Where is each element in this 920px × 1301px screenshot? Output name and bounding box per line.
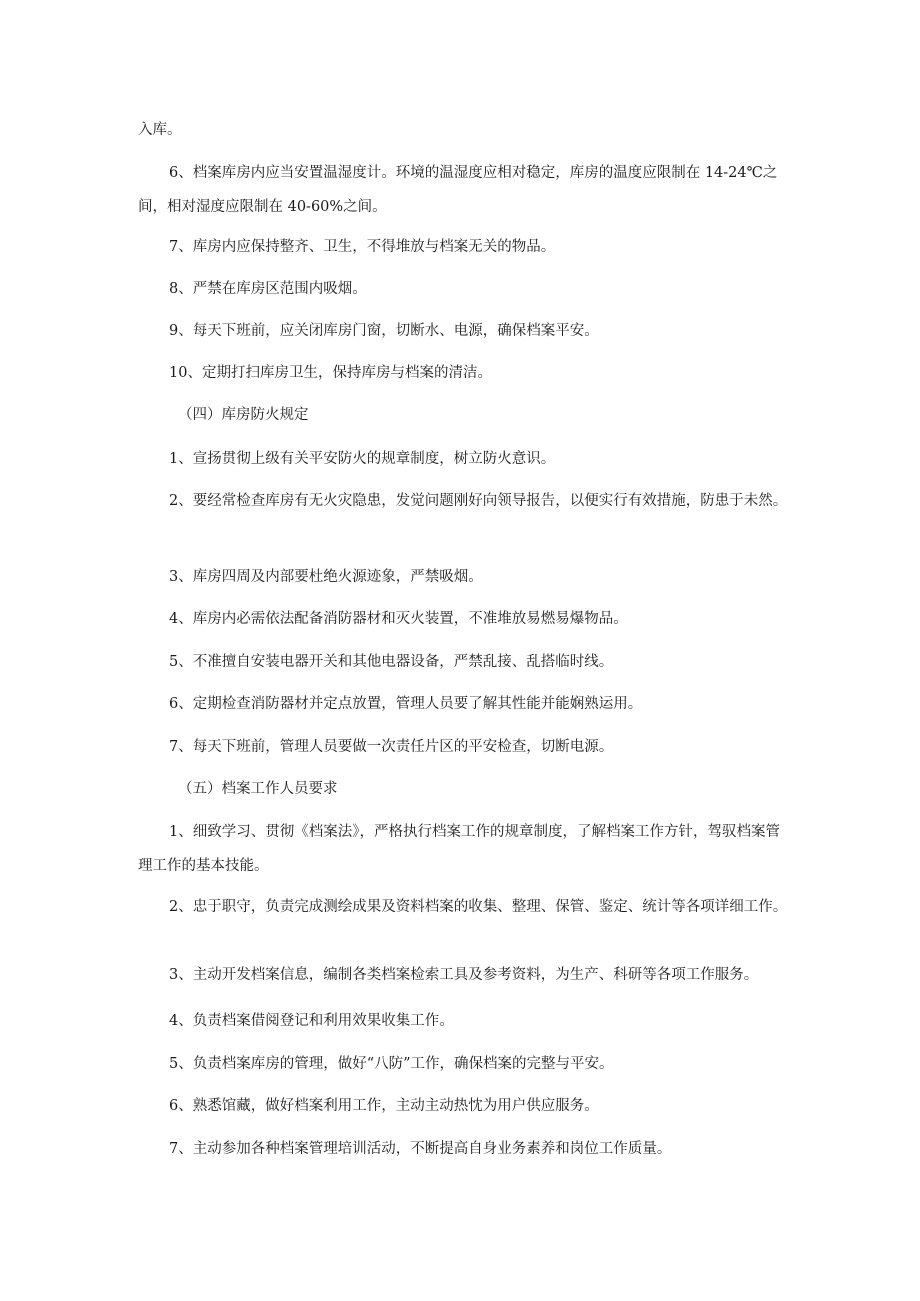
paragraph-item: 3、库房四周及内部要杜绝火源迹象，严禁吸烟。 [169, 569, 483, 585]
paragraph-item: 7、主动参加各种档案管理培训活动，不断提高自身业务素养和岗位工作质量。 [169, 1141, 672, 1157]
paragraph-item: 2、忠于职守，负责完成测绘成果及资料档案的收集、整理、保管、鉴定、统计等各项详细工作。 [169, 899, 788, 915]
paragraph-item: 6、档案库房内应当安置温湿度计。环境的温湿度应相对稳定，库房的温度应限制在 14-24℃之间，相对湿度应限制在 40-60%之间。 [138, 165, 778, 215]
paragraph-item: 6、熟悉馆藏，做好档案利用工作，主动主动热忱为用户供应服务。 [169, 1098, 599, 1114]
paragraph-item: 5、负责档案库房的管理，做好“八防”工作，确保档案的完整与平安。 [169, 1056, 614, 1072]
paragraph-item: 8、严禁在库房区范围内吸烟。 [169, 281, 367, 297]
paragraph-item: 1、细致学习、贯彻《档案法》，严格执行档案工作的规章制度，了解档案工作方针，驾驭档案管理工作的基本技能。 [138, 824, 780, 874]
paragraph-item: 4、库房内必需依法配备消防器材和灭火装置，不准堆放易燃易爆物品。 [169, 611, 628, 627]
paragraph-item: 5、不准擅自安装电器开关和其他电器设备，严禁乱接、乱搭临时线。 [169, 654, 614, 670]
paragraph-item: 6、定期检查消防器材并定点放置，管理人员要了解其性能并能娴熟运用。 [169, 696, 643, 712]
paragraph-item: 1、宣扬贯彻上级有关平安防火的规章制度，树立防火意识。 [169, 451, 556, 467]
paragraph-item: 3、主动开发档案信息，编制各类档案检索工具及参考资料，为生产、科研等各项工作服务。 [169, 967, 759, 983]
section-heading: （五）档案工作人员要求 [178, 781, 338, 797]
paragraph-item: 10、定期打扫库房卫生，保持库房与档案的清洁。 [169, 365, 492, 381]
paragraph-item: 2、要经常检查库房有无火灾隐患，发觉问题刚好向领导报告，以便实行有效措施，防患于未然。 [169, 493, 788, 509]
paragraph-item: 4、负责档案借阅登记和利用效果收集工作。 [169, 1013, 454, 1029]
paragraph-item: 9、每天下班前，应关闭库房门窗，切断水、电源，确保档案平安。 [169, 323, 599, 339]
paragraph-continuation: 入库。 [138, 122, 182, 138]
section-heading: （四）库房防火规定 [178, 407, 309, 423]
paragraph-item: 7、每天下班前，管理人员要做一次责任片区的平安检查，切断电源。 [169, 739, 614, 755]
paragraph-item: 7、库房内应保持整齐、卫生，不得堆放与档案无关的物品。 [169, 239, 556, 255]
